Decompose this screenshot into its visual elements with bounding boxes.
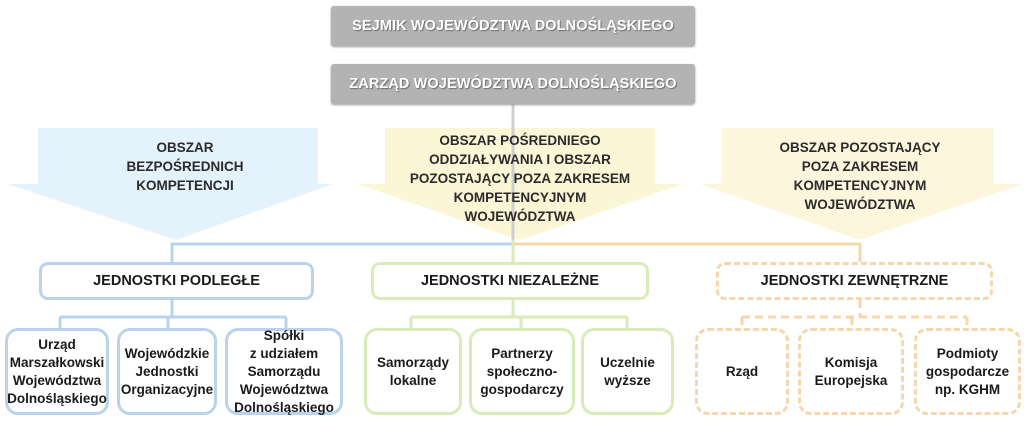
text-line: gospodarczy	[480, 381, 564, 397]
area-outside-label	[745, 138, 975, 214]
text-block	[815, 354, 888, 390]
text-block	[377, 354, 449, 390]
text-line: np. KGHM	[934, 381, 1001, 397]
connector-independent-children	[411, 300, 627, 328]
category-external: JEDNOSTKI ZEWNĘTRZNE	[716, 262, 993, 300]
unit-wojewodzkie-jednostki	[117, 328, 217, 415]
text-line: OBSZAR POZOSTAJĄCY	[779, 140, 941, 155]
text-line: Spółki	[263, 327, 305, 343]
text-line: POZA ZAKRESEM	[801, 159, 919, 174]
text-line: Samorządu	[247, 363, 321, 379]
unit-partnerzy	[469, 328, 575, 415]
text-line: Komisja	[824, 354, 878, 370]
text-line: wyższe	[604, 372, 651, 388]
unit-uczelnie	[581, 328, 674, 415]
text-line: Partnerzy	[491, 345, 553, 361]
text-line: ODDZIAŁYWANIA I OBSZAR	[429, 152, 611, 167]
text-line: WOJEWÓDZTWA	[804, 197, 916, 212]
text-line: Rząd	[725, 363, 759, 379]
connector-hub-external	[513, 244, 860, 262]
unit-rzad	[695, 328, 789, 415]
text-line: Dolnośląskiego	[234, 399, 334, 415]
category-independent: JEDNOSTKI NIEZALEŻNE	[371, 262, 649, 300]
text-block	[7, 336, 107, 408]
text-line: Samorządy	[376, 354, 450, 370]
text-line: lokalne	[389, 372, 437, 388]
text-line: Europejska	[814, 372, 888, 388]
text-line: Uczelnie	[600, 354, 655, 370]
text-line: Urząd	[38, 336, 76, 352]
text-line: KOMPETENCYJNYM	[793, 178, 927, 193]
text-line: OBSZAR	[156, 140, 214, 155]
text-line: Województwa	[239, 381, 329, 397]
zarzad-header: ZARZĄD WOJEWÓDZTWA DOLNOŚLĄSKIEGO	[331, 64, 695, 104]
area-indirect-label	[395, 131, 645, 226]
text-line: KOMPETENCYJNYM	[453, 190, 587, 205]
text-line: OBSZAR POŚREDNIEGO	[439, 133, 601, 148]
text-line: POZOSTAJĄCY POZA ZAKRESEM	[409, 171, 631, 186]
text-block	[395, 131, 645, 226]
text-block	[726, 363, 758, 381]
text-line: Jednostki	[135, 363, 199, 379]
text-line: WOJEWÓDZTWA	[464, 209, 576, 224]
text-line: społeczno-	[486, 363, 558, 379]
text-block	[100, 138, 270, 195]
connector-hub-subordinate	[172, 244, 513, 262]
text-line: KOMPETENCJI	[136, 178, 234, 193]
unit-podmioty-gospodarcze	[914, 328, 1021, 415]
unit-spolki	[225, 328, 343, 415]
text-line: gospodarcze	[925, 363, 1010, 379]
text-block	[121, 345, 213, 399]
text-line: Dolnośląskiego	[7, 390, 107, 406]
text-block	[600, 354, 655, 390]
text-line: Województwa	[12, 372, 102, 388]
sejmik-header: SEJMIK WOJEWÓDZTWA DOLNOŚLĄSKIEGO	[331, 6, 695, 46]
connector-external-children	[742, 300, 967, 328]
text-block	[745, 138, 975, 214]
text-line: Organizacyjne	[120, 381, 214, 397]
connector-subordinate-children	[60, 300, 286, 328]
text-line: z udziałem	[249, 345, 319, 361]
text-block	[234, 327, 334, 417]
category-subordinate: JEDNOSTKI PODLEGŁE	[39, 262, 314, 300]
text-line: Marszałkowski	[9, 354, 105, 370]
unit-komisja-europejska	[798, 328, 904, 415]
text-block	[926, 345, 1009, 399]
text-line: Podmioty	[936, 345, 999, 361]
text-block	[480, 345, 563, 399]
unit-urzad-marszalkowski	[5, 328, 109, 415]
unit-samorzady-lokalne	[364, 328, 462, 415]
area-direct-label	[100, 138, 270, 195]
text-line: BEZPOŚREDNICH	[126, 159, 244, 174]
text-line: Wojewódzkie	[124, 345, 210, 361]
